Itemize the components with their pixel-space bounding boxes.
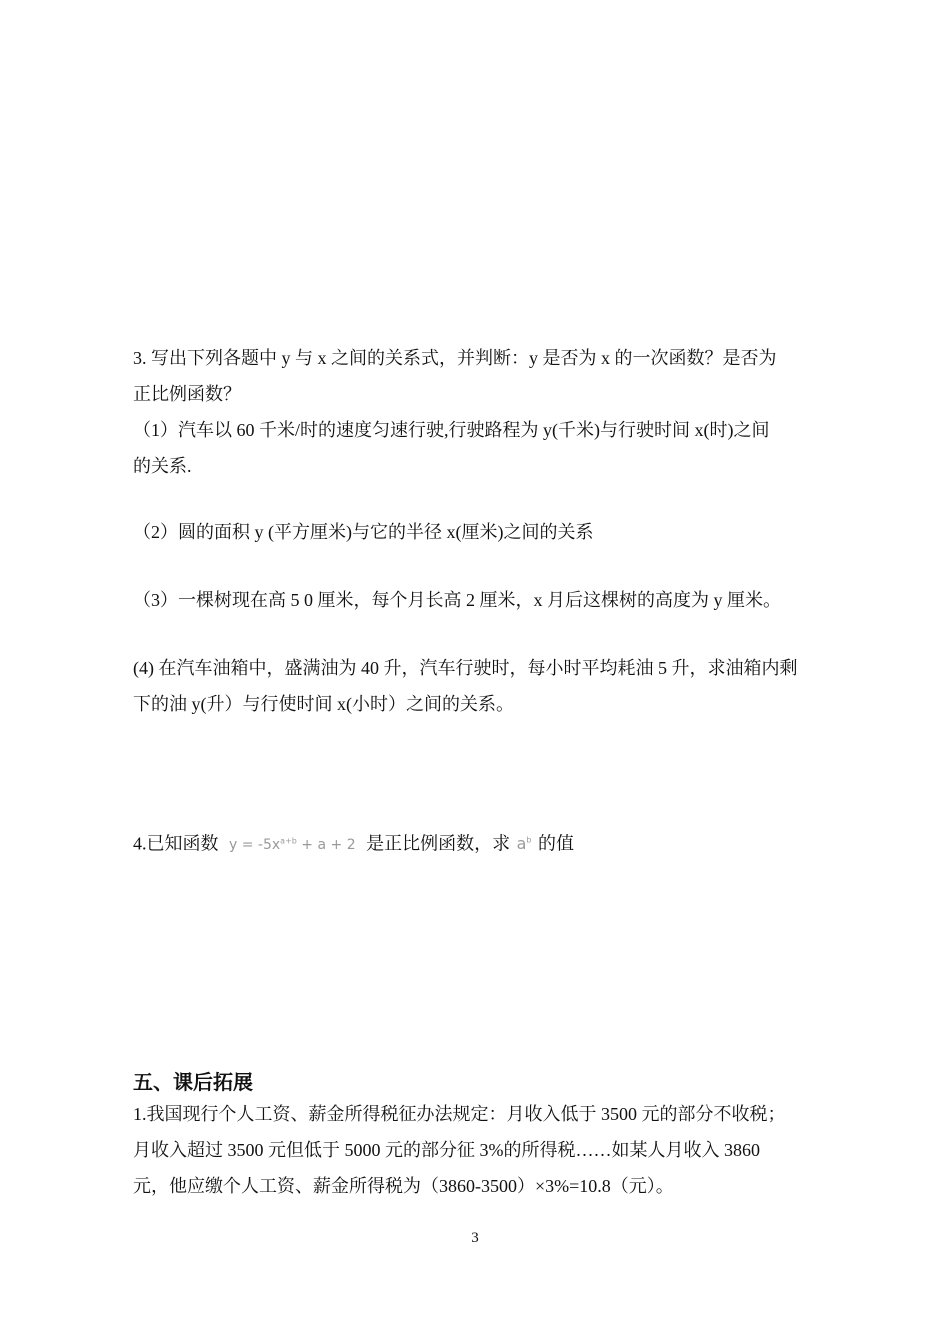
- q3-part2: （2）圆的面积 y (平方厘米)与它的半径 x(厘米)之间的关系: [133, 522, 594, 542]
- section5-heading: 五、课后拓展: [133, 1070, 253, 1094]
- q3-title-line2: 正比例函数？: [133, 384, 241, 404]
- q4-prefix: 4.已知函数: [133, 833, 219, 854]
- q4-ab: [517, 834, 532, 853]
- section5-line1: 1.我国现行个人工资、薪金所得税征办法规定：月收入低于 3500 元的部分不收税；: [133, 1104, 786, 1124]
- q3-title-line1: 3. 写出下列各题中 y 与 x 之间的关系式，并判断：y 是否为 x 的一次函数？是否为: [133, 348, 777, 368]
- q3-part4-line2: 下的油 y(升）与行使时间 x(小时）之间的关系。: [133, 694, 514, 714]
- q4-ab-exponent: b: [526, 836, 532, 845]
- q3-part1-line1: （1）汽车以 60 千米/时的速度匀速行驶,行驶路程为 y(千米)与行驶时间 x(时)之间: [133, 420, 770, 440]
- q4-formula-exponent: a+b: [280, 836, 297, 846]
- section5-line2: 月收入超过 3500 元但低于 5000 元的部分征 3%的所得税……如某人月收入 3860: [133, 1140, 760, 1160]
- q3-part1-line2: 的关系.: [133, 456, 192, 476]
- q3-part4-line1: (4) 在汽车油箱中，盛满油为 40 升，汽车行驶时，每小时平均耗油 5 升，求油箱内剩: [133, 658, 798, 678]
- q4-formula-main: y = -5x: [229, 837, 281, 854]
- q4-formula-tail: + a + 2: [296, 837, 356, 854]
- q3-part3: （3）一棵树现在高 5 0 厘米，每个月长高 2 厘米，x 月后这棵树的高度为 y 厘米。: [133, 590, 781, 610]
- q4-suffix: 的值: [538, 833, 574, 854]
- section5-line3: 元，他应缴个人工资、薪金所得税为（3860-3500）×3%=10.8（元）。: [133, 1176, 674, 1196]
- page-number: 3: [471, 1230, 479, 1246]
- q4-line: [133, 829, 574, 857]
- q4-middle: 是正比例函数，求: [366, 833, 511, 854]
- q4-formula: [229, 837, 356, 853]
- q4-ab-base: a: [516, 834, 527, 854]
